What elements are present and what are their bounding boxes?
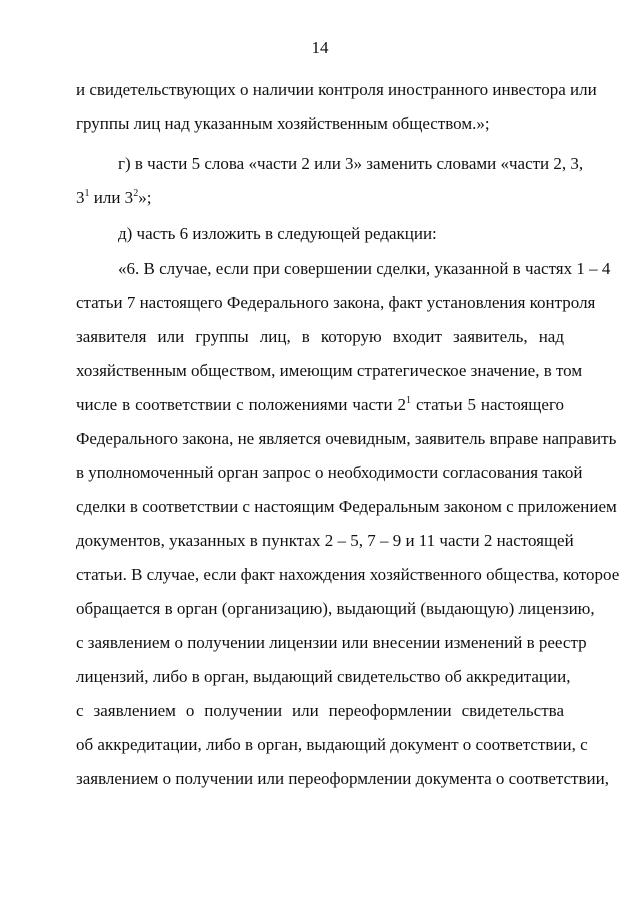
text-line: сделки в соответствии с настоящим Федеральным законом с приложением (76, 497, 617, 516)
text-line: с заявлением о получении или переоформлении свидетельства (76, 701, 564, 720)
text-line: статьи 7 настоящего Федерального закона, факт установления контроля (76, 293, 596, 312)
superscript: 1 (84, 188, 90, 199)
text-line: д) часть 6 изложить в следующей редакции: (118, 224, 437, 243)
text-line: Федерального закона, не является очевидным, заявитель вправе направить (76, 429, 617, 448)
text-fragment: статьи 5 настоящего (411, 395, 564, 414)
text-line: лицензий, либо в орган, выдающий свидетельство об аккредитации, (76, 667, 571, 686)
superscript: 2 (133, 188, 139, 199)
text-line: об аккредитации, либо в орган, выдающий документ о соответствии, с (76, 735, 588, 754)
text-line: заявителя или группы лиц, в которую входит заявитель, над (76, 327, 564, 346)
page-number: 14 (311, 38, 329, 57)
text-line-with-superscript (76, 394, 564, 416)
text-line: обращается в орган (организацию), выдающий (выдающую) лицензию, (76, 599, 595, 618)
text-line: «6. В случае, если при совершении сделки, указанной в частях 1 – 4 (118, 259, 611, 278)
superscript: 1 (406, 395, 412, 406)
text-line: документов, указанных в пунктах 2 – 5, 7 – 9 и 11 части 2 настоящей (76, 531, 574, 550)
text-line: заявлением о получении или переоформлении документа о соответствии, (76, 769, 609, 788)
text-line-with-superscripts (76, 187, 564, 209)
text-fragment: числе в соответствии с положениями части 2 (76, 395, 407, 414)
text-line: хозяйственным обществом, имеющим стратегическое значение, в том (76, 361, 583, 380)
text-fragment: 3 (76, 188, 85, 207)
text-line: статьи. В случае, если факт нахождения хозяйственного общества, которое (76, 565, 620, 584)
text-fragment: »; (138, 188, 152, 207)
text-line: г) в части 5 слова «части 2 или 3» заменить словами «части 2, 3, (118, 154, 584, 173)
text-line: в уполномоченный орган запрос о необходимости согласования такой (76, 463, 583, 482)
text-line: и свидетельствующих о наличии контроля иностранного инвестора или (76, 80, 597, 99)
text-line: группы лиц над указанным хозяйственным обществом.»; (76, 114, 490, 133)
text-line: с заявлением о получении лицензии или внесении изменений в реестр (76, 633, 587, 652)
text-fragment: или 3 (89, 188, 134, 207)
